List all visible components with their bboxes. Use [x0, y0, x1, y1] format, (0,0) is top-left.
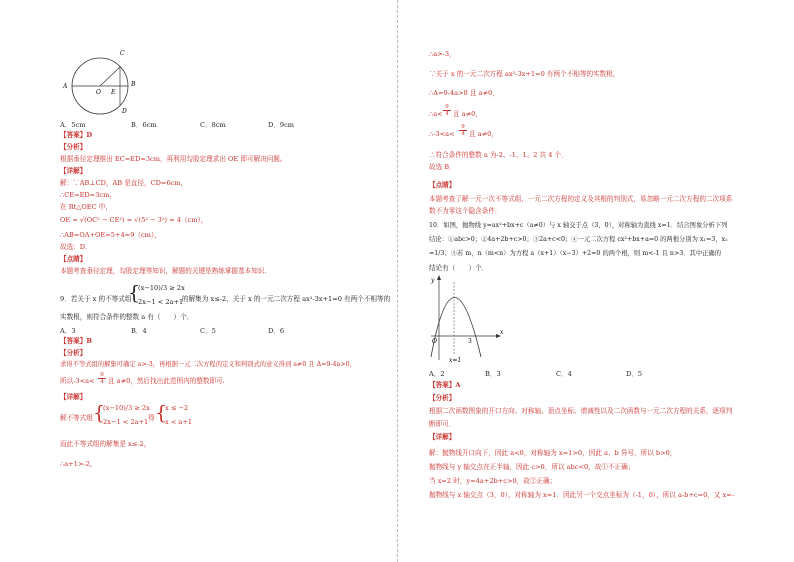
analysis9-text-2b: 且 a≠0，然后找出此范围内的整数即可.: [108, 377, 225, 385]
detail9-system-1: (x−10)/3 ≥ 2x: [103, 404, 150, 412]
label-c: C: [120, 50, 125, 57]
analysis-text: 根据垂径定理推出 EC=ED=3cm，再利用勾股定理求出 OE 即可解决问题。: [60, 155, 287, 163]
label-origin: O: [432, 338, 437, 345]
q10-line-4: 结论有（ ）个．: [429, 264, 489, 272]
q8-option-d: D．9cm: [268, 121, 295, 129]
analysis9-tag: 【分析】: [60, 349, 87, 357]
label-o: O: [96, 89, 101, 96]
analysis9-text-1: 求得不等式组的解集可确定 a>-3，再根据一元二次方程的定义和判别式的意义得到 a≠0 且 Δ=9-4a>0，: [60, 361, 356, 368]
q10-option-a: A．2: [429, 370, 445, 378]
r-detail-4: 抛物线与 x 轴交点（3，0），对称轴为 x=1．因此另一个交点坐标为（-1，0），所以 a-b+c=0，又 x=-: [429, 491, 735, 499]
r-detail-3: 当 x=2 时，y=4a+2b+c>0，故②正确；: [429, 477, 557, 485]
r-line-4-post: 且 a≠0，: [453, 110, 482, 118]
fraction-denominator: 4: [445, 111, 449, 117]
fraction-denominator: 4: [461, 131, 465, 137]
answer-tag: 【答案】D: [60, 131, 93, 139]
q10-line-3: =1/3；⑤若 m，n（m<n）为方程 a（x+1）（x−3）+2=0 的两个根，则 m<-1 且 n>3．其中正确的: [429, 250, 722, 257]
label-symmetry: x=1: [449, 357, 462, 364]
r-line-5-post: 且 a≠0，: [469, 130, 498, 138]
label-a: A: [63, 83, 68, 90]
q9-system-2: 2x−1 < 2a+1: [138, 298, 184, 306]
q9-system-1: (x−10)/3 ≥ 2x: [138, 284, 185, 292]
detail-line-3: 在 Rt△OEC 中，: [60, 203, 112, 211]
detail-line-2: ∴CE=ED=3cm，: [60, 191, 116, 199]
y-axis-arrow: [437, 275, 441, 280]
parabola-graph: [429, 272, 509, 364]
detail9-system-2: 2x−1 < 2a+1: [103, 418, 149, 426]
detail-tag: 【详解】: [60, 167, 87, 175]
r-detail-tag: 【详解】: [429, 433, 456, 441]
analysis9-text-2: 所以-3<a<: [60, 377, 95, 385]
r-comment-tag: 【点睛】: [429, 181, 456, 189]
parabola-curve: [431, 298, 481, 358]
analysis9-fraction: [98, 372, 106, 385]
r-answer-tag: 【答案】A: [429, 381, 461, 389]
r-line-4-pre: ∴a<: [429, 110, 443, 118]
r-line-4-fraction: [443, 104, 451, 117]
q9-option-d: D．6: [268, 327, 285, 335]
r-line-7: 故选 B．: [429, 163, 456, 171]
detail-line-4: ∴AB=OA+OE=5+4=9（cm），: [60, 231, 161, 239]
r-line-1: ∴a>-3，: [429, 50, 456, 58]
comment-text: 本题考查垂径定理，勾股定理等知识，解题的关键是熟练掌握基本知识.: [60, 267, 267, 275]
r-line-6: ∴符合条件的整数 a 为-2、-1、1、2 共 4 个．: [429, 151, 568, 159]
r-detail-2: 抛物线与 y 轴交点在正半轴，因此 c>0，所以 abc<0，故①不正确；: [429, 463, 635, 471]
q10-line-1: 10．如图，抛物线 y=ax²+bx+c（a≠0）与 x 轴交于点（3，0），对称轴为直线 x=1．结合图象分析下列: [429, 222, 728, 229]
q9-system-brace: {: [128, 282, 141, 304]
detail9-solve: 解不等式组: [60, 414, 93, 422]
fraction-denominator: 4: [100, 379, 104, 385]
detail9-line-3: ∴a+1>-2，: [60, 460, 97, 468]
r-comment-2: 数不为零这个隐含条件．: [429, 207, 502, 215]
detail9-result-2: x < a+1: [165, 418, 193, 426]
q10-option-c: C．4: [556, 370, 572, 378]
label-x: x: [500, 329, 504, 336]
q8-option-c: C．8cm: [200, 121, 226, 129]
r-analysis-2: 断即可．: [429, 420, 456, 428]
circle-diagram: [60, 40, 150, 115]
q10-option-b: B．3: [485, 370, 501, 378]
detail9-brace-2: {: [155, 402, 168, 424]
r-detail-1: 解：抛物线开口向下，因此 a<0，对称轴为 x=1>0，因此 a、b 异号，所以 b>0，: [429, 449, 677, 457]
label-e: E: [111, 89, 116, 96]
detail9-get: 得: [148, 414, 155, 422]
detail9-tag: 【详解】: [60, 393, 87, 401]
r-line-5-fraction: [459, 124, 467, 137]
q8-option-b: B．6cm: [131, 121, 157, 129]
detail-formula: OE = √(OC² − CE²) = √(5² − 3²) = 4（cm），: [60, 216, 208, 224]
q8-option-a: A．5cm: [60, 121, 86, 129]
q9-suffix: 的解集为 x≤-2，关于 x 的一元二次方程 ax²-3x+1=0 有两个不相等的: [182, 295, 391, 303]
detail-line-1: 解：∵AB⊥CD，AB 是直径，CD=6cm，: [60, 179, 188, 187]
q9-option-c: C．5: [200, 327, 216, 335]
label-d: D: [122, 108, 127, 115]
r-line-5-pre: ∴-3<a<: [429, 130, 455, 138]
q9-option-a: A．3: [60, 327, 76, 335]
radius-oc: [100, 67, 120, 86]
detail9-result-1: x ≤ −2: [165, 404, 189, 412]
label-three: 3: [468, 338, 472, 345]
right-column: [397, 0, 794, 562]
detail9-brace-1: {: [93, 402, 106, 424]
q9-prefix: 9．若关于 x 的不等式组: [60, 295, 132, 303]
analysis-tag: 【分析】: [60, 143, 87, 151]
label-b: B: [131, 81, 136, 88]
fraction-numerator: 9: [459, 124, 467, 131]
fraction-numerator: 9: [443, 104, 451, 111]
comment-tag: 【点睛】: [60, 255, 87, 263]
label-y: y: [431, 277, 435, 284]
fraction-numerator: 9: [98, 372, 106, 379]
r-line-2: ∵关于 x 的一元二次方程 ax²-3x+1=0 有两个不相等的实数根，: [429, 70, 620, 78]
detail9-line-2: 而此不等式组的解集是 x≤-2，: [60, 440, 151, 448]
q9-option-b: B．4: [131, 327, 147, 335]
detail-line-5: 故选：D.: [60, 243, 87, 251]
r-comment-1: 本题考查了解一元一次不等式组、一元二次方程的定义及其根的判别式，易忽略一元二次方程的二次项系: [429, 195, 733, 203]
q10-option-d: D．5: [626, 370, 643, 378]
answer9-tag: 【答案】B: [60, 337, 92, 345]
r-analysis-tag: 【分析】: [429, 394, 456, 402]
q10-line-2: 结论：①abc>0；②4a+2b+c>0；③2a+c<0；④一元二次方程 cx²+bx+a=0 的两根分别为 x₁=3，x₂: [429, 236, 728, 243]
q9-line-2: 实数根，则符合条件的整数 a 有（ ）个．: [60, 313, 194, 321]
r-line-3: ∴Δ=9-4a>0 且 a≠0，: [429, 89, 499, 97]
r-analysis-1: 根据二次函数图象的开口方向、对称轴、顶点坐标、增减性以及二次函数与一元二次方程的关系，逐项判: [429, 407, 733, 415]
